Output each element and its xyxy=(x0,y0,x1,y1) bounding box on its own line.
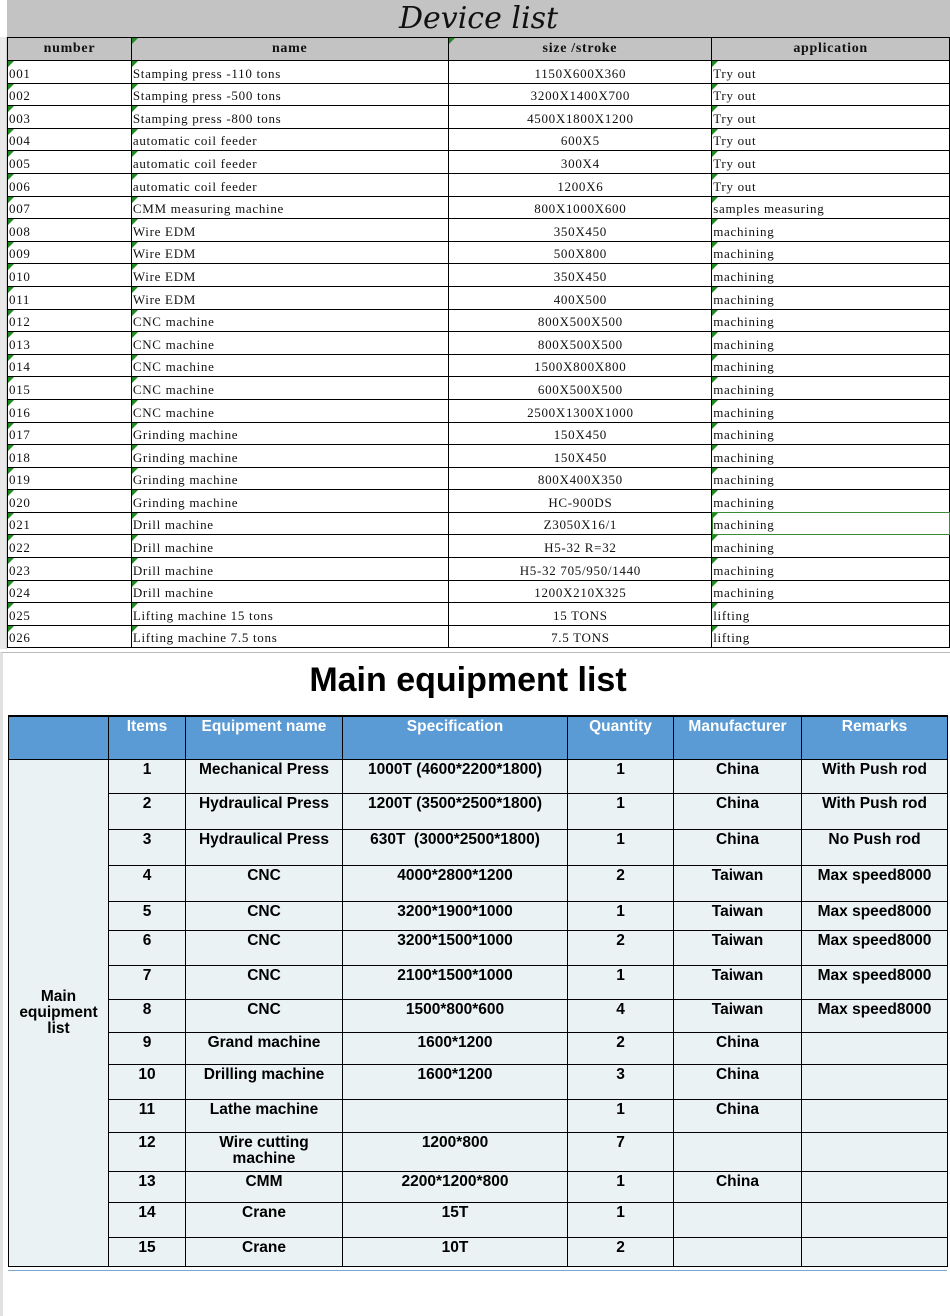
device-cell-name[interactable]: Wire EDM xyxy=(131,241,448,264)
device-cell-size-stroke[interactable]: 800X1000X600 xyxy=(448,196,712,219)
equip-cell-remarks[interactable]: With Push rod xyxy=(802,794,948,830)
main-equipment-table xyxy=(8,715,948,1267)
equip-row xyxy=(9,931,948,966)
device-cell-number[interactable]: 024 xyxy=(8,580,132,603)
device-cell-application[interactable]: machining xyxy=(712,535,950,558)
device-list-table xyxy=(7,37,950,648)
device-header-row xyxy=(8,38,950,61)
equip-cell-quantity[interactable]: 1 xyxy=(568,902,674,931)
equip-cell-manufacturer[interactable] xyxy=(674,1203,802,1238)
device-row xyxy=(8,83,950,106)
equip-cell-remarks[interactable]: Max speed8000 xyxy=(802,866,948,902)
device-cell-size-stroke[interactable]: H5-32 R=32 xyxy=(448,535,712,558)
device-row xyxy=(8,151,950,174)
device-cell-application[interactable]: machining xyxy=(712,445,950,468)
device-cell-number[interactable]: 004 xyxy=(8,128,132,151)
equip-cell-equipment-name[interactable]: CNC xyxy=(186,1000,343,1033)
equip-row xyxy=(9,1172,948,1203)
device-cell-number[interactable]: 019 xyxy=(8,467,132,490)
device-cell-name[interactable]: automatic coil feeder xyxy=(131,151,448,174)
column-header-items[interactable]: Items xyxy=(109,716,186,760)
device-list-body xyxy=(8,61,950,648)
main-equipment-sheet xyxy=(0,652,950,1316)
row-header-strip xyxy=(0,37,7,649)
equip-cell-specification[interactable]: 3200*1900*1000 xyxy=(343,902,568,931)
device-cell-number[interactable]: 017 xyxy=(8,422,132,445)
device-cell-size-stroke[interactable]: 600X5 xyxy=(448,128,712,151)
device-list-title: Device list xyxy=(7,0,950,37)
equip-cell-equipment-name[interactable]: CMM xyxy=(186,1172,343,1203)
column-header-equipment-name[interactable]: Equipment name xyxy=(186,716,343,760)
equip-cell-remarks[interactable] xyxy=(802,1033,948,1065)
device-cell-number[interactable]: 002 xyxy=(8,83,132,106)
device-cell-size-stroke[interactable]: 800X500X500 xyxy=(448,332,712,355)
device-row xyxy=(8,445,950,468)
device-cell-application[interactable]: machining xyxy=(712,558,950,581)
device-cell-size-stroke[interactable]: 3200X1400X700 xyxy=(448,83,712,106)
device-cell-number[interactable]: 016 xyxy=(8,399,132,422)
equip-cell-remarks[interactable]: No Push rod xyxy=(802,830,948,866)
device-cell-name[interactable]: CNC machine xyxy=(131,377,448,400)
device-row xyxy=(8,422,950,445)
device-cell-size-stroke[interactable]: 1200X210X325 xyxy=(448,580,712,603)
device-cell-application[interactable]: machining xyxy=(712,219,950,242)
device-cell-name[interactable]: Drill machine xyxy=(131,535,448,558)
equip-cell-items[interactable]: 11 xyxy=(109,1100,186,1133)
device-row xyxy=(8,286,950,309)
equip-cell-remarks[interactable] xyxy=(802,1172,948,1203)
equip-header-row xyxy=(9,716,948,760)
equip-cell-quantity[interactable]: 1 xyxy=(568,794,674,830)
device-cell-application[interactable]: machining xyxy=(712,512,950,535)
device-cell-name[interactable]: Stamping press -110 tons xyxy=(131,61,448,84)
device-row xyxy=(8,354,950,377)
equip-cell-remarks[interactable]: Max speed8000 xyxy=(802,1000,948,1033)
equip-cell-items[interactable]: 13 xyxy=(109,1172,186,1203)
column-header-manufacturer[interactable]: Manufacturer xyxy=(674,716,802,760)
group-label-cell[interactable]: Main equipment list xyxy=(9,760,109,1267)
device-cell-size-stroke[interactable]: 7.5 TONS xyxy=(448,625,712,648)
equip-cell-specification[interactable]: 1000T (4600*2200*1800) xyxy=(343,760,568,794)
equip-cell-remarks[interactable] xyxy=(802,1100,948,1133)
device-cell-number[interactable]: 022 xyxy=(8,535,132,558)
equip-cell-items[interactable]: 12 xyxy=(109,1133,186,1172)
equip-cell-remarks[interactable]: Max speed8000 xyxy=(802,931,948,966)
device-cell-name[interactable]: CNC machine xyxy=(131,332,448,355)
device-cell-number[interactable]: 026 xyxy=(8,625,132,648)
equip-cell-manufacturer[interactable] xyxy=(674,1133,802,1172)
column-header-specification[interactable]: Specification xyxy=(343,716,568,760)
equip-cell-items[interactable]: 8 xyxy=(109,1000,186,1033)
equip-cell-manufacturer[interactable]: Taiwan xyxy=(674,1000,802,1033)
device-cell-application[interactable]: machining xyxy=(712,490,950,513)
equip-cell-items[interactable]: 9 xyxy=(109,1033,186,1065)
equip-cell-remarks[interactable] xyxy=(802,1065,948,1100)
equip-cell-equipment-name[interactable]: Hydraulical Press xyxy=(186,794,343,830)
equip-cell-equipment-name[interactable]: CNC xyxy=(186,902,343,931)
device-cell-application[interactable]: Try out xyxy=(712,151,950,174)
device-cell-application[interactable]: lifting xyxy=(712,603,950,626)
column-header-quantity[interactable]: Quantity xyxy=(568,716,674,760)
device-cell-application[interactable]: machining xyxy=(712,377,950,400)
equip-cell-items[interactable]: 4 xyxy=(109,866,186,902)
equip-cell-specification[interactable]: 10T xyxy=(343,1238,568,1267)
device-cell-size-stroke[interactable]: 150X450 xyxy=(448,445,712,468)
device-cell-application[interactable]: machining xyxy=(712,332,950,355)
equip-cell-equipment-name[interactable]: Lathe machine xyxy=(186,1100,343,1133)
device-cell-size-stroke[interactable]: 1200X6 xyxy=(448,173,712,196)
device-cell-name[interactable]: CNC machine xyxy=(131,354,448,377)
device-cell-number[interactable]: 011 xyxy=(8,286,132,309)
equip-cell-remarks[interactable]: With Push rod xyxy=(802,760,948,794)
device-cell-number[interactable]: 015 xyxy=(8,377,132,400)
equip-cell-items[interactable]: 10 xyxy=(109,1065,186,1100)
equip-cell-items[interactable]: 14 xyxy=(109,1203,186,1238)
equip-cell-manufacturer[interactable]: China xyxy=(674,1172,802,1203)
device-cell-size-stroke[interactable]: 350X450 xyxy=(448,264,712,287)
equip-row xyxy=(9,966,948,1000)
equip-cell-quantity[interactable]: 1 xyxy=(568,1172,674,1203)
equip-cell-equipment-name[interactable]: Crane xyxy=(186,1203,343,1238)
equip-cell-specification[interactable]: 1600*1200 xyxy=(343,1033,568,1065)
device-cell-size-stroke[interactable]: HC-900DS xyxy=(448,490,712,513)
equip-cell-items[interactable]: 15 xyxy=(109,1238,186,1267)
equip-row xyxy=(9,1238,948,1267)
device-cell-number[interactable]: 014 xyxy=(8,354,132,377)
column-header-application[interactable]: application xyxy=(712,38,950,61)
device-row xyxy=(8,377,950,400)
device-cell-number[interactable]: 005 xyxy=(8,151,132,174)
main-equipment-title: Main equipment list xyxy=(309,661,627,699)
equip-cell-specification[interactable]: 2100*1500*1000 xyxy=(343,966,568,1000)
device-cell-name[interactable]: Drill machine xyxy=(131,512,448,535)
equip-row xyxy=(9,1100,948,1133)
column-header-name[interactable]: name xyxy=(131,38,448,61)
device-row xyxy=(8,264,950,287)
device-cell-size-stroke[interactable]: 2500X1300X1000 xyxy=(448,399,712,422)
device-cell-name[interactable]: Grinding machine xyxy=(131,467,448,490)
equip-row xyxy=(9,1033,948,1065)
device-row xyxy=(8,61,950,84)
equip-row xyxy=(9,794,948,830)
device-cell-name[interactable]: Grinding machine xyxy=(131,490,448,513)
device-cell-application[interactable]: Try out xyxy=(712,61,950,84)
device-cell-number[interactable]: 010 xyxy=(8,264,132,287)
device-cell-name[interactable]: Grinding machine xyxy=(131,422,448,445)
equip-cell-quantity[interactable]: 2 xyxy=(568,1033,674,1065)
device-cell-size-stroke[interactable]: 300X4 xyxy=(448,151,712,174)
device-cell-number[interactable]: 012 xyxy=(8,309,132,332)
device-cell-application[interactable]: machining xyxy=(712,309,950,332)
device-row xyxy=(8,173,950,196)
equip-cell-quantity[interactable]: 2 xyxy=(568,931,674,966)
device-cell-application[interactable]: Try out xyxy=(712,83,950,106)
device-cell-size-stroke[interactable]: Z3050X16/1 xyxy=(448,512,712,535)
device-cell-name[interactable]: CMM measuring machine xyxy=(131,196,448,219)
device-cell-number[interactable]: 025 xyxy=(8,603,132,626)
equip-cell-manufacturer[interactable]: Taiwan xyxy=(674,931,802,966)
device-cell-size-stroke[interactable]: 500X800 xyxy=(448,241,712,264)
device-cell-name[interactable]: Stamping press -800 tons xyxy=(131,106,448,129)
equip-cell-equipment-name[interactable]: CNC xyxy=(186,931,343,966)
device-row xyxy=(8,490,950,513)
equip-cell-manufacturer[interactable]: China xyxy=(674,794,802,830)
equip-cell-remarks[interactable]: Max speed8000 xyxy=(802,902,948,931)
device-cell-size-stroke[interactable]: 1150X600X360 xyxy=(448,61,712,84)
device-cell-name[interactable]: Wire EDM xyxy=(131,286,448,309)
equip-cell-specification[interactable]: 3200*1500*1000 xyxy=(343,931,568,966)
device-row xyxy=(8,106,950,129)
device-cell-application[interactable]: machining xyxy=(712,264,950,287)
equip-cell-quantity[interactable]: 2 xyxy=(568,1238,674,1267)
equip-cell-equipment-name[interactable]: Drilling machine xyxy=(186,1065,343,1100)
device-cell-application[interactable]: machining xyxy=(712,580,950,603)
device-row xyxy=(8,399,950,422)
device-row xyxy=(8,219,950,242)
device-cell-number[interactable]: 008 xyxy=(8,219,132,242)
equip-cell-quantity[interactable]: 2 xyxy=(568,866,674,902)
equip-cell-manufacturer[interactable]: China xyxy=(674,830,802,866)
device-row xyxy=(8,467,950,490)
equip-cell-items[interactable]: 2 xyxy=(109,794,186,830)
device-cell-size-stroke[interactable]: 800X500X500 xyxy=(448,309,712,332)
equip-cell-specification[interactable]: 1500*800*600 xyxy=(343,1000,568,1033)
column-header-group[interactable] xyxy=(9,716,109,760)
equip-cell-specification[interactable]: 1600*1200 xyxy=(343,1065,568,1100)
equip-cell-remarks[interactable] xyxy=(802,1133,948,1172)
equip-cell-remarks[interactable] xyxy=(802,1203,948,1238)
equip-cell-items[interactable]: 5 xyxy=(109,902,186,931)
device-cell-application[interactable]: machining xyxy=(712,241,950,264)
equip-cell-quantity[interactable]: 1 xyxy=(568,830,674,866)
main-equipment-body xyxy=(9,760,948,1267)
device-row xyxy=(8,241,950,264)
device-cell-number[interactable]: 001 xyxy=(8,61,132,84)
device-cell-application[interactable]: machining xyxy=(712,422,950,445)
equip-cell-equipment-name[interactable]: CNC xyxy=(186,966,343,1000)
equip-cell-items[interactable]: 1 xyxy=(109,760,186,794)
equip-cell-quantity[interactable]: 1 xyxy=(568,760,674,794)
equip-cell-specification[interactable]: 15T xyxy=(343,1203,568,1238)
device-cell-size-stroke[interactable]: 600X500X500 xyxy=(448,377,712,400)
equip-row xyxy=(9,760,948,794)
equip-row xyxy=(9,1000,948,1033)
device-row xyxy=(8,535,950,558)
equip-cell-quantity[interactable]: 1 xyxy=(568,1203,674,1238)
device-cell-size-stroke[interactable]: 800X400X350 xyxy=(448,467,712,490)
device-row xyxy=(8,625,950,648)
equip-cell-quantity[interactable]: 7 xyxy=(568,1133,674,1172)
device-cell-application[interactable]: Try out xyxy=(712,128,950,151)
device-row xyxy=(8,558,950,581)
device-cell-number[interactable]: 021 xyxy=(8,512,132,535)
equip-row xyxy=(9,830,948,866)
equip-cell-items[interactable]: 7 xyxy=(109,966,186,1000)
equip-cell-quantity[interactable]: 4 xyxy=(568,1000,674,1033)
equip-cell-manufacturer[interactable]: Taiwan xyxy=(674,902,802,931)
device-cell-number[interactable]: 003 xyxy=(8,106,132,129)
bottom-divider xyxy=(8,1270,947,1271)
device-cell-number[interactable]: 009 xyxy=(8,241,132,264)
equip-cell-specification[interactable]: 4000*2800*1200 xyxy=(343,866,568,902)
device-cell-size-stroke[interactable]: 1500X800X800 xyxy=(448,354,712,377)
device-cell-application[interactable]: Try out xyxy=(712,173,950,196)
equip-cell-specification[interactable] xyxy=(343,1100,568,1133)
equip-cell-items[interactable]: 3 xyxy=(109,830,186,866)
device-cell-name[interactable]: Wire EDM xyxy=(131,219,448,242)
device-cell-application[interactable]: machining xyxy=(712,354,950,377)
equip-cell-specification[interactable]: 1200T (3500*2500*1800) xyxy=(343,794,568,830)
device-cell-number[interactable]: 006 xyxy=(8,173,132,196)
device-row xyxy=(8,332,950,355)
equip-cell-manufacturer[interactable]: Taiwan xyxy=(674,966,802,1000)
device-cell-name[interactable]: Drill machine xyxy=(131,558,448,581)
equip-cell-equipment-name[interactable]: Mechanical Press xyxy=(186,760,343,794)
device-row xyxy=(8,603,950,626)
device-cell-application[interactable]: lifting xyxy=(712,625,950,648)
device-cell-name[interactable]: CNC machine xyxy=(131,309,448,332)
equip-cell-quantity[interactable]: 1 xyxy=(568,1100,674,1133)
equip-cell-items[interactable]: 6 xyxy=(109,931,186,966)
device-cell-number[interactable]: 020 xyxy=(8,490,132,513)
equip-row xyxy=(9,1133,948,1172)
device-row xyxy=(8,512,950,535)
equip-cell-equipment-name[interactable]: Hydraulical Press xyxy=(186,830,343,866)
equip-row xyxy=(9,902,948,931)
equip-cell-equipment-name[interactable]: CNC xyxy=(186,866,343,902)
equip-cell-specification[interactable]: 630T (3000*2500*1800) xyxy=(343,830,568,866)
column-header-number[interactable]: number xyxy=(8,38,132,61)
device-cell-name[interactable]: Drill machine xyxy=(131,580,448,603)
device-cell-number[interactable]: 018 xyxy=(8,445,132,468)
equip-cell-equipment-name[interactable]: Crane xyxy=(186,1238,343,1267)
device-cell-application[interactable]: machining xyxy=(712,286,950,309)
equip-row xyxy=(9,1065,948,1100)
column-header-size-stroke[interactable]: size /stroke xyxy=(448,38,712,61)
equip-cell-remarks[interactable] xyxy=(802,1238,948,1267)
device-row xyxy=(8,128,950,151)
equip-cell-manufacturer[interactable]: China xyxy=(674,1033,802,1065)
device-cell-name[interactable]: automatic coil feeder xyxy=(131,128,448,151)
device-cell-name[interactable]: CNC machine xyxy=(131,399,448,422)
equip-cell-equipment-name[interactable]: Grand machine xyxy=(186,1033,343,1065)
device-cell-size-stroke[interactable]: 350X450 xyxy=(448,219,712,242)
device-cell-size-stroke[interactable]: 400X500 xyxy=(448,286,712,309)
device-cell-number[interactable]: 013 xyxy=(8,332,132,355)
device-cell-name[interactable]: Wire EDM xyxy=(131,264,448,287)
device-cell-size-stroke[interactable]: 15 TONS xyxy=(448,603,712,626)
equip-cell-manufacturer[interactable]: China xyxy=(674,1065,802,1100)
device-cell-number[interactable]: 023 xyxy=(8,558,132,581)
equip-row xyxy=(9,1203,948,1238)
equip-cell-quantity[interactable]: 3 xyxy=(568,1065,674,1100)
equip-cell-equipment-name[interactable]: Wire cutting machine xyxy=(186,1133,343,1172)
device-cell-name[interactable]: Stamping press -500 tons xyxy=(131,83,448,106)
device-cell-number[interactable]: 007 xyxy=(8,196,132,219)
device-row xyxy=(8,580,950,603)
device-row xyxy=(8,196,950,219)
device-cell-size-stroke[interactable]: 4500X1800X1200 xyxy=(448,106,712,129)
equip-row xyxy=(9,866,948,902)
equip-cell-specification[interactable]: 1200*800 xyxy=(343,1133,568,1172)
device-cell-application[interactable]: machining xyxy=(712,399,950,422)
device-cell-name[interactable]: Lifting machine 7.5 tons xyxy=(131,625,448,648)
equip-cell-manufacturer[interactable] xyxy=(674,1238,802,1267)
device-cell-application[interactable]: samples measuring xyxy=(712,196,950,219)
device-cell-name[interactable]: Grinding machine xyxy=(131,445,448,468)
device-cell-size-stroke[interactable]: H5-32 705/950/1440 xyxy=(448,558,712,581)
equip-cell-quantity[interactable]: 1 xyxy=(568,966,674,1000)
column-header-remarks[interactable]: Remarks xyxy=(802,716,948,760)
equip-cell-manufacturer[interactable]: China xyxy=(674,760,802,794)
device-cell-name[interactable]: Lifting machine 15 tons xyxy=(131,603,448,626)
equip-cell-manufacturer[interactable]: China xyxy=(674,1100,802,1133)
device-row xyxy=(8,309,950,332)
equip-cell-manufacturer[interactable]: Taiwan xyxy=(674,866,802,902)
device-cell-name[interactable]: automatic coil feeder xyxy=(131,173,448,196)
device-cell-size-stroke[interactable]: 150X450 xyxy=(448,422,712,445)
equip-cell-specification[interactable]: 2200*1200*800 xyxy=(343,1172,568,1203)
device-cell-application[interactable]: machining xyxy=(712,467,950,490)
equip-cell-remarks[interactable]: Max speed8000 xyxy=(802,966,948,1000)
device-list-sheet xyxy=(0,0,950,649)
device-cell-application[interactable]: Try out xyxy=(712,106,950,129)
